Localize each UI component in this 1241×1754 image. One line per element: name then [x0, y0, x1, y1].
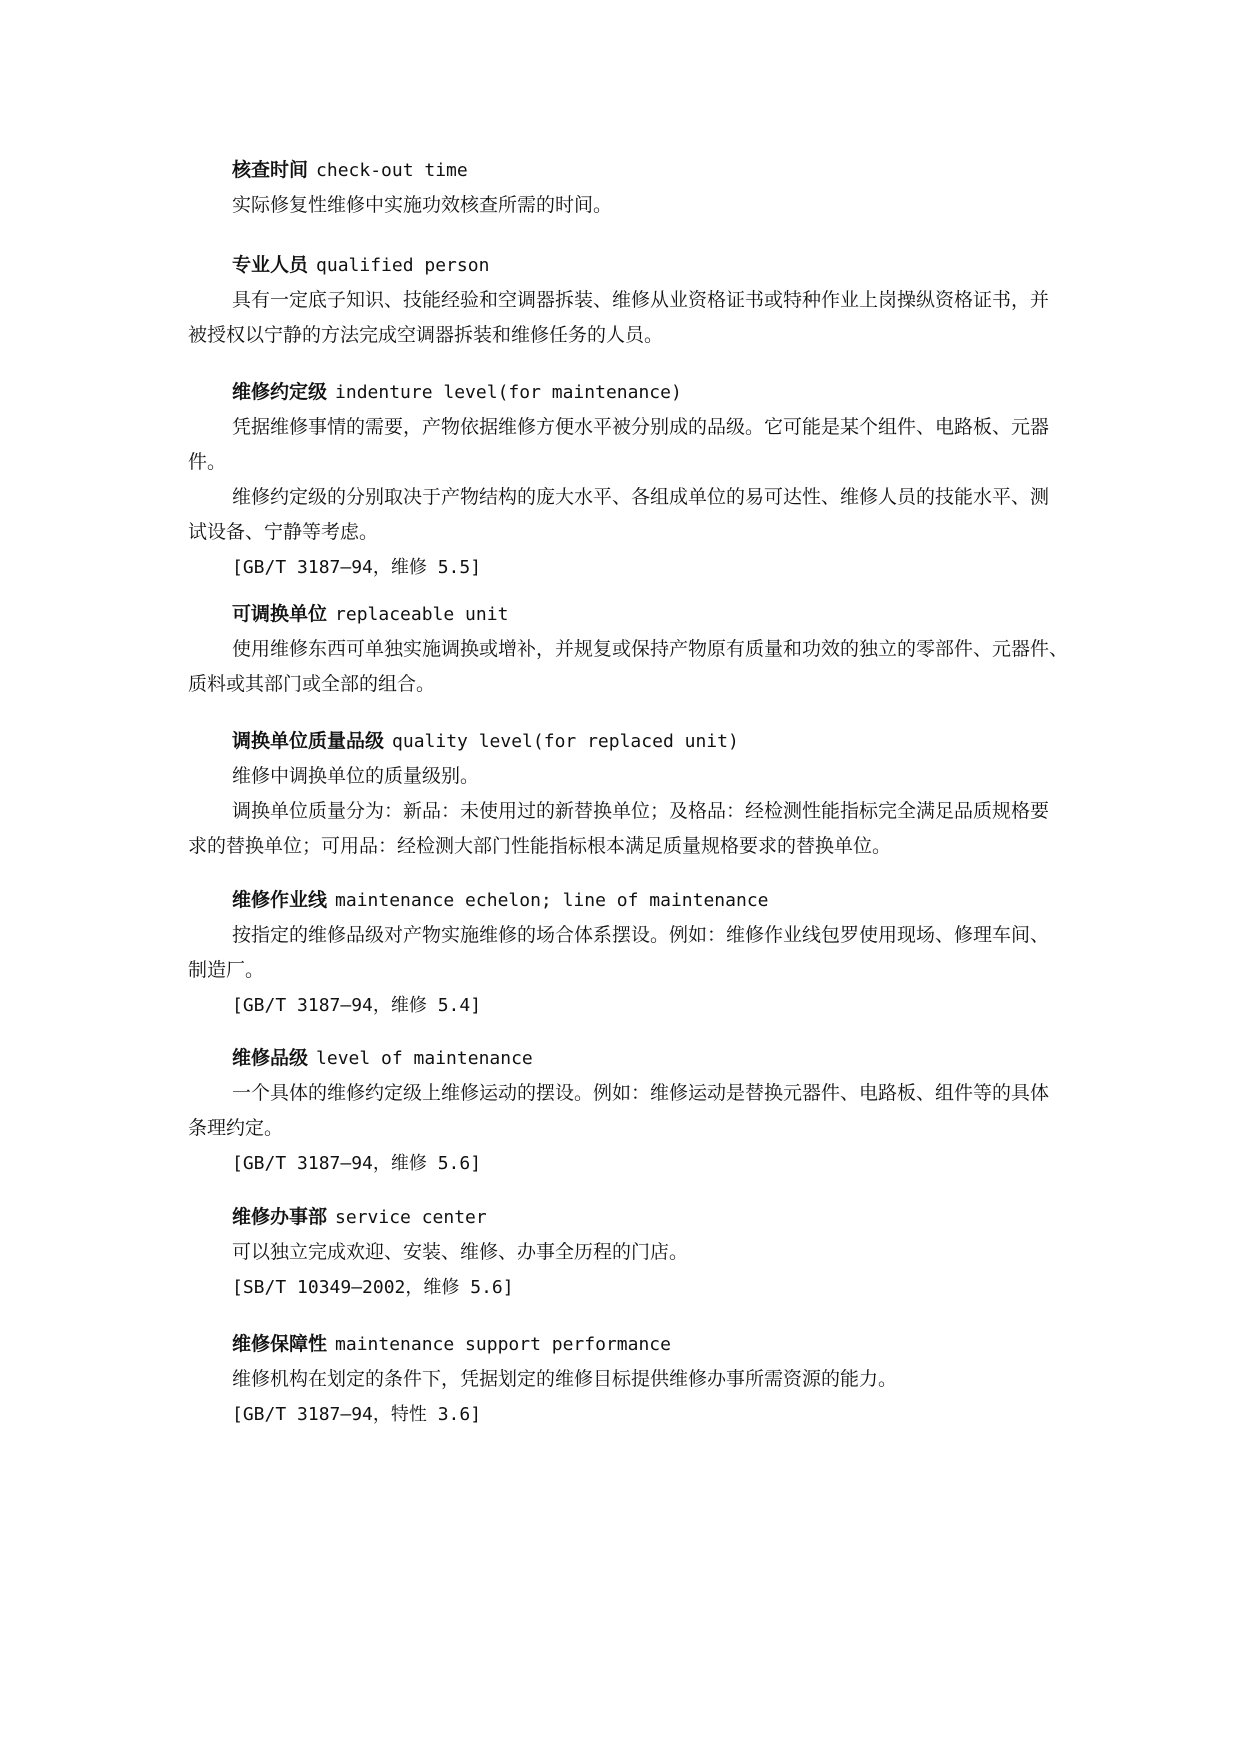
definition-line: 试设备、宁静等考虑。 [188, 521, 379, 543]
term-entry [188, 1041, 1088, 1181]
term-chinese: 维修品级 [232, 1047, 309, 1069]
term-chinese: 可调换单位 [232, 603, 328, 625]
term-chinese: 维修作业线 [232, 889, 328, 911]
definition-line: 制造厂。 [188, 959, 265, 981]
definition-line: 维修机构在划定的条件下，凭据划定的维修目标提供维修办事所需资源的能力。 [232, 1368, 898, 1390]
reference-citation: [GB/T 3187—94，特性 3.6] [232, 1404, 482, 1425]
definition-line: 维修中调换单位的质量级别。 [232, 765, 480, 787]
definition-line: 质料或其部门或全部的组合。 [188, 673, 436, 695]
term-chinese: 核查时间 [232, 159, 309, 181]
reference-citation: [GB/T 3187—94，维修 5.4] [232, 995, 482, 1016]
term-chinese: 调换单位质量品级 [232, 730, 385, 752]
term-heading [188, 724, 1088, 759]
definition-line: 可以独立完成欢迎、安装、维修、办事全历程的门店。 [232, 1241, 689, 1263]
term-entry [188, 375, 1088, 585]
term-entry [188, 1200, 1088, 1305]
term-chinese: 维修保障性 [232, 1333, 328, 1355]
definition-line: 按指定的维修品级对产物实施维修的场合体系摆设。例如：维修作业线包罗使用现场、修理车间、 [232, 924, 1050, 946]
term-heading [188, 375, 1088, 410]
term-entry [188, 597, 1088, 702]
definition-line: 调换单位质量分为：新品：未使用过的新替换单位；及格品：经检测性能指标完全满足品质规格要 [232, 800, 1050, 822]
term-entry [188, 724, 1088, 864]
term-heading [188, 1200, 1088, 1235]
term-entry [188, 883, 1088, 1023]
definition-line: 被授权以宁静的方法完成空调器拆装和维修任务的人员。 [188, 324, 664, 346]
term-english: maintenance echelon; line of maintenance [335, 890, 769, 911]
term-heading [188, 883, 1088, 918]
term-english: maintenance support performance [335, 1334, 671, 1355]
reference-citation: [GB/T 3187—94，维修 5.5] [232, 557, 482, 578]
term-english: qualified person [316, 255, 490, 276]
term-english: check-out time [316, 160, 468, 181]
term-entry [188, 153, 1088, 223]
term-chinese: 维修约定级 [232, 381, 328, 403]
term-english: quality level(for replaced unit) [392, 731, 739, 752]
term-heading [188, 1327, 1088, 1362]
term-heading [188, 597, 1088, 632]
term-english: indenture level(for maintenance) [335, 382, 682, 403]
definition-line: 使用维修东西可单独实施调换或增补，并规复或保持产物原有质量和功效的独立的零部件、元器件、 [232, 638, 1069, 660]
reference-citation: [GB/T 3187—94，维修 5.6] [232, 1153, 482, 1174]
term-chinese: 维修办事部 [232, 1206, 328, 1228]
term-chinese: 专业人员 [232, 254, 309, 276]
term-heading [188, 248, 1088, 283]
term-english: replaceable unit [335, 604, 509, 625]
term-heading [188, 153, 1088, 188]
definition-line: 条理约定。 [188, 1117, 284, 1139]
definition-line: 凭据维修事情的需要，产物依据维修方便水平被分别成的品级。它可能是某个组件、电路板、元器 [232, 416, 1050, 438]
term-entry [188, 1327, 1088, 1432]
reference-citation: [SB/T 10349—2002，维修 5.6] [232, 1277, 514, 1298]
definition-line: 维修约定级的分别取决于产物结构的庞大水平、各组成单位的易可达性、维修人员的技能水平、测 [232, 486, 1050, 508]
term-english: level of maintenance [316, 1048, 533, 1069]
term-heading [188, 1041, 1088, 1076]
term-english: service center [335, 1207, 487, 1228]
definition-line: 具有一定底子知识、技能经验和空调器拆装、维修从业资格证书或特种作业上岗操纵资格证书，并 [232, 289, 1050, 311]
definition-line: 件。 [188, 451, 227, 473]
definition-line: 一个具体的维修约定级上维修运动的摆设。例如：维修运动是替换元器件、电路板、组件等的具体 [232, 1082, 1050, 1104]
term-entry [188, 248, 1088, 353]
definition-line: 实际修复性维修中实施功效核查所需的时间。 [232, 194, 613, 216]
definition-line: 求的替换单位；可用品：经检测大部门性能指标根本满足质量规格要求的替换单位。 [188, 835, 892, 857]
